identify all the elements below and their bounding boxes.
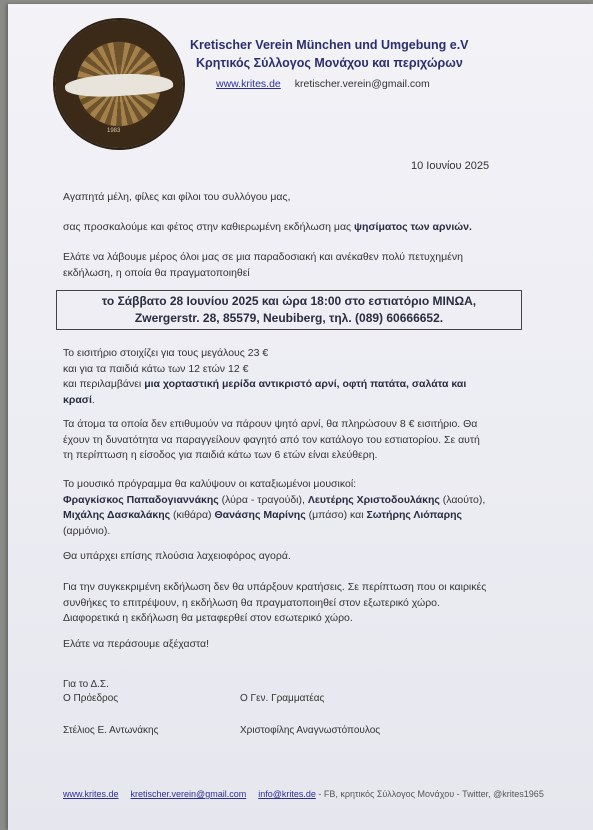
text-line: Για την συγκεκριμένη εκδήλωση δεν θα υπάρξουν κρατήσεις. Σε περίπτωση που οι καιρικές xyxy=(63,581,487,593)
association-name-german: Kretischer Verein München und Umgebung e.V xyxy=(190,38,469,52)
association-name-greek: Κρητικός Σύλλογος Μονάχου και περιχώρων xyxy=(196,56,463,70)
musician-name: Φραγκίσκος Παπαδογιαννάκης xyxy=(63,493,219,506)
secretary-title: Ο Γεν. Γραμματέας xyxy=(240,693,325,704)
president-title: Ο Πρόεδρος xyxy=(63,693,119,704)
lottery-line: Θα υπάρχει επίσης πλούσια λαχειοφόρος αγορά. xyxy=(63,550,291,562)
letterhead xyxy=(190,38,469,90)
secretary-name: Χριστοφίλης Αναγνωστόπουλος xyxy=(240,725,381,736)
footer-info-link[interactable]: info@krites.de xyxy=(258,789,316,799)
musician-role: (μπάσο) και xyxy=(305,509,367,521)
contact-line xyxy=(216,78,469,90)
text-line: εκδήλωση, η οποία θα πραγματοποιηθεί xyxy=(63,266,250,279)
musician-name: Σωτήρης Λιόπαρης xyxy=(366,509,462,521)
music-intro: Το μουσικό πρόγραμμα θα καλύψουν οι καταξιωμένοι μουσικοί: xyxy=(63,478,357,490)
reservation-paragraph xyxy=(63,580,523,627)
music-paragraph xyxy=(63,477,523,539)
text-line: έχουν τη δυνατότητα να παραγγείλουν φαγητό από τον κατάλογο του εστιατορίου. Σε αυτή xyxy=(63,433,480,446)
price-paragraph xyxy=(63,346,523,408)
musician-role: (αρμόνιο). xyxy=(63,524,111,537)
musician-role: (κιθάρα) xyxy=(170,509,215,521)
musicians-line-2 xyxy=(63,508,523,524)
closing-line: Ελάτε να περάσουμε αξέχαστα! xyxy=(63,638,210,650)
president-name: Στέλιος Ε. Αντωνάκης xyxy=(63,725,159,736)
intro-paragraph xyxy=(63,250,523,281)
invitation-event: ψησίματος των αρνιών. xyxy=(354,221,472,233)
email-text: kretischer.verein@gmail.com xyxy=(294,78,430,90)
price-adults: Το εισιτήριο στοιχίζει για τους μεγάλους 23 € xyxy=(63,347,269,359)
price-children: και για τα παιδιά κάτω των 12 ετών 12 € xyxy=(63,362,249,375)
text-line: Διαφορετικά η εκδήλωση θα μεταφερθεί στον εσωτερικό χώρο. xyxy=(63,612,353,624)
event-address: Zwergerstr. 28, 85579, Neubiberg, τηλ. (089) 60666652. xyxy=(134,311,444,325)
no-lamb-paragraph xyxy=(63,417,523,464)
event-date-time: το Σάββατο 28 Ιουνίου 2025 και ώρα 18:00 στο εστιατόριο ΜΙΝΩΑ, xyxy=(101,294,477,308)
text-line: Τα άτομα τα οποία δεν επιθυμούν να πάρουν ψητό αρνί, θα πληρώσουν 8 € εισιτήριο. Θα xyxy=(63,418,478,430)
letter-date: 10 Ιουνίου 2025 xyxy=(411,160,490,172)
text-span: και περιλαμβάνει xyxy=(63,378,145,390)
musician-name: Μιχάλης Δασκαλάκης xyxy=(63,509,171,521)
seal-year: 1983 xyxy=(107,128,121,134)
footer xyxy=(63,789,544,799)
greeting: Αγαπητά μέλη, φίλες και φίλοι του συλλόγου μας, xyxy=(63,191,291,203)
text-line: τη περίπτωση η είσοδος για παιδιά κάτω των 6 ετών είναι ελεύθερη. xyxy=(63,449,378,461)
invitation-line xyxy=(63,220,523,236)
musician-name: Θανάσης Μαρίνης xyxy=(214,509,306,521)
footer-email-link[interactable]: kretischer.verein@gmail.com xyxy=(130,789,247,799)
event-details-box xyxy=(56,290,522,330)
for-board: Για το Δ.Σ. xyxy=(63,679,109,690)
price-includes-cont xyxy=(63,393,523,409)
musician-role: (λύρα - τραγούδι), xyxy=(218,493,308,506)
footer-twitter: - Twitter, @krites1965 xyxy=(456,789,544,799)
musician-role: (λαούτο), xyxy=(439,493,486,506)
menu-text: μια χορταστική μερίδα αντικριστό αρνί, οφτή πατάτα, σαλάτα και xyxy=(144,378,467,390)
musician-name: Λευτέρης Χριστοδουλάκης xyxy=(307,493,440,506)
website-link[interactable]: www.krites.de xyxy=(216,78,281,90)
price-includes xyxy=(63,377,523,393)
text-line: Ελάτε να λάβουμε μέρος όλοι μας σε μια παραδοσιακή και ανέκαθεν πολύ πετυχημένη xyxy=(63,251,463,263)
menu-text-cont: κρασί xyxy=(63,393,92,406)
invitation-text: σας προσκαλούμε και φέτος στην καθιερωμένη εκδήλωση μας xyxy=(63,221,355,233)
text-span: . xyxy=(91,393,95,406)
musicians-line-1 xyxy=(63,493,523,509)
association-seal-logo xyxy=(55,20,183,148)
footer-facebook: - FB, κρητικός Σύλλογος Μονάχου xyxy=(318,789,455,799)
musicians-line-3 xyxy=(63,524,523,540)
footer-website-link[interactable]: www.krites.de xyxy=(63,789,119,799)
text-line: συνθήκες το επιτρέψουν, η εκδήλωση θα πραγματοποιηθεί στον εξωτερικό χώρο. xyxy=(63,596,440,609)
